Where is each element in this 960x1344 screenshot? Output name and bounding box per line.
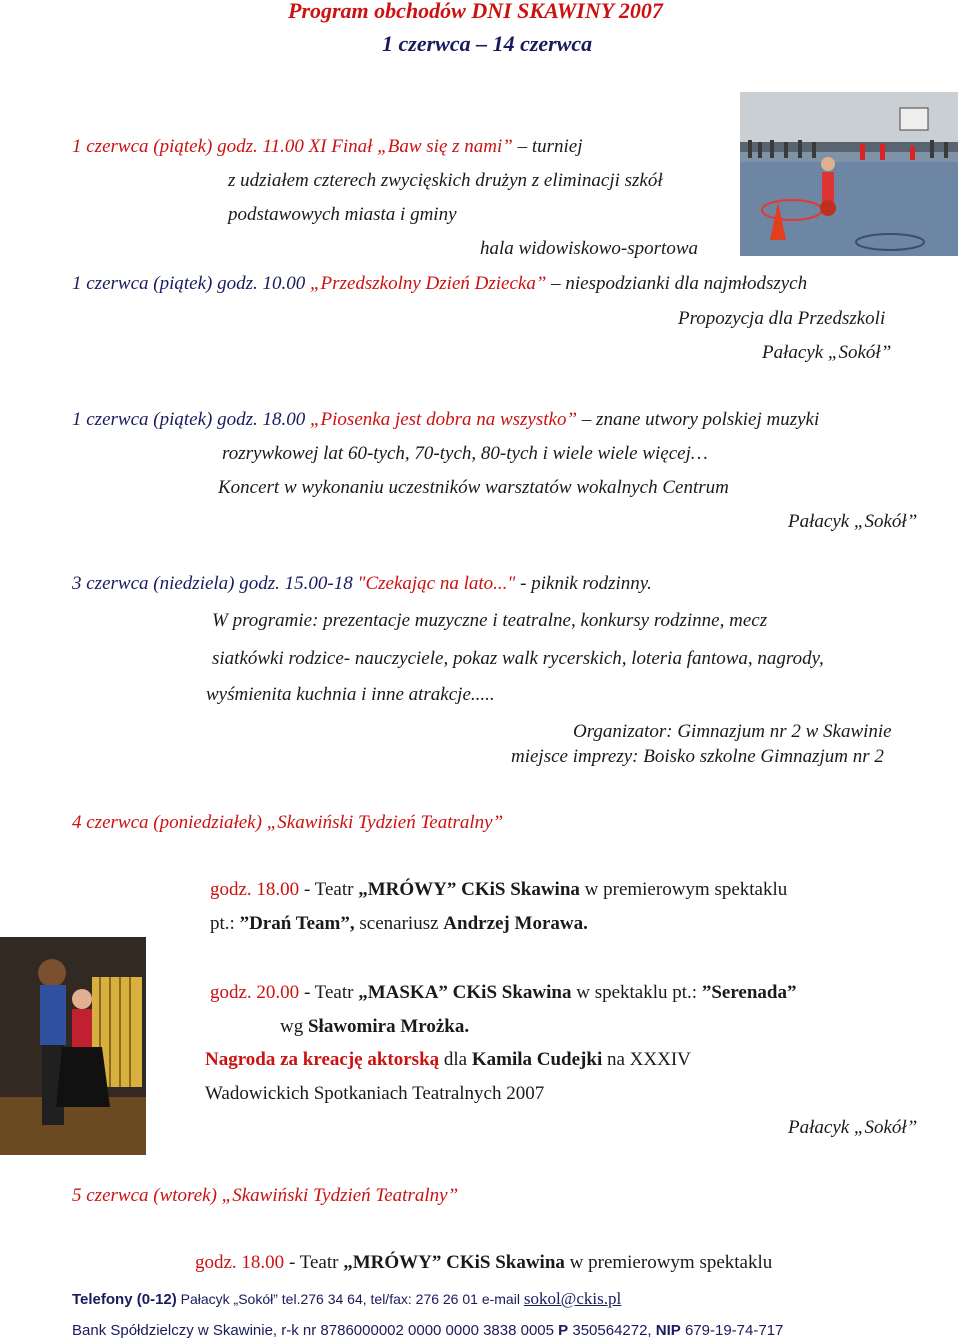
event-4-suffix: - piknik rodzinny. (515, 573, 652, 594)
event-2-line2: Propozycja dla Przedszkoli (678, 308, 886, 329)
event-2-suffix: – niespodzianki dla najmłodszych (546, 273, 808, 294)
event-5-show-2-title: ”Serenada” (701, 982, 797, 1003)
event-5-time-1: godz. 18.00 (210, 879, 300, 900)
event-5-award-label: Nagroda za kreację aktorską (205, 1049, 440, 1070)
event-5-title: „Skawiński Tydzień Teatralny” (261, 812, 504, 833)
event-3-heading (72, 409, 819, 431)
event-6-time-1: godz. 18.00 (195, 1252, 285, 1273)
theatre-photo (0, 937, 146, 1155)
event-4-place: miejsce imprezy: Boisko szkolne Gimnazjum nr 2 (511, 746, 884, 767)
footer-phones-text: Pałacyk „Sokół” tel.276 34 64, tel/fax: 276 26 01 e-mail (176, 1291, 524, 1307)
theatre-illustration (0, 937, 146, 1155)
event-4-line4: wyśmienita kuchnia i inne atrakcje..... (206, 684, 495, 705)
event-5-show-2-rest: w spektaklu pt.: (571, 982, 702, 1003)
event-5-award (205, 1049, 691, 1071)
event-5-show-1-rest: w premierowym spektaklu (579, 879, 788, 900)
sports-hall-photo (740, 92, 958, 256)
event-1-heading (72, 136, 583, 158)
event-5-show-1 (210, 879, 787, 901)
event-2-place: Pałacyk „Sokół” (762, 342, 892, 363)
event-4-heading (72, 573, 652, 595)
event-5-award-for: dla (439, 1049, 472, 1070)
event-4-line3: siatkówki rodzice- nauczyciele, pokaz walk rycerskich, loteria fantowa, nagrody, (212, 648, 824, 669)
event-4-line2: W programie: prezentacje muzyczne i teatralne, konkursy rodzinne, mecz (212, 610, 768, 631)
page-title: Program obchodów DNI SKAWINY 2007 (288, 0, 663, 23)
event-4-organizer: Organizator: Gimnazjum nr 2 w Skawinie (573, 721, 892, 742)
footer-phones-label: Telefony (0-12) (72, 1291, 177, 1308)
event-1-place: hala widowiskowo-sportowa (480, 238, 698, 259)
event-2-date: 1 czerwca (piątek) godz. 10.00 (72, 273, 306, 294)
event-5-show-1-line2 (210, 913, 588, 935)
event-5-place: Pałacyk „Sokół” (788, 1117, 918, 1138)
event-4-date: 3 czerwca (niedziela) godz. 15.00-18 (72, 573, 353, 594)
event-5-date: 4 czerwca (poniedziałek) (72, 812, 262, 833)
event-3-line3: Koncert w wykonaniu uczestników warsztatów wokalnych Centrum (218, 477, 729, 498)
event-2-heading (72, 273, 807, 295)
footer-bank-text: Bank Spółdzielczy w Skawinie, r-k nr 8786000002 0000 0000 3838 0005 (72, 1322, 559, 1339)
event-3-date: 1 czerwca (piątek) godz. 18.00 (72, 409, 306, 430)
event-5-show-2-theatre: „MASKA” CKiS Skawina (358, 982, 572, 1003)
event-6-show-1-rest: w premierowym spektaklu (564, 1252, 773, 1273)
footer-p-value: 350564272, (568, 1322, 656, 1339)
event-1-title: XI Finał „Baw się z nami” (308, 136, 513, 157)
event-6-heading (72, 1185, 458, 1207)
event-1-line2: z udziałem czterech zwycięskich drużyn z eliminacji szkół (228, 170, 663, 191)
footer-email-link[interactable]: sokol@ckis.pl (523, 1289, 622, 1308)
event-5-show-2-text: - Teatr (299, 982, 359, 1003)
event-5-show-1-author: Andrzej Morawa. (443, 913, 588, 934)
sports-hall-illustration (740, 92, 958, 256)
event-5-time-2: godz. 20.00 (210, 982, 300, 1003)
event-6-show-1-theatre: „MRÓWY” CKiS Skawina (343, 1252, 565, 1273)
event-5-show-1-pt: pt.: (210, 913, 240, 934)
event-1-date: 1 czerwca (piątek) godz. 11.00 (72, 136, 304, 157)
event-6-show-1-text: - Teatr (284, 1252, 344, 1273)
event-5-heading (72, 812, 503, 834)
footer-bank (72, 1322, 783, 1339)
footer-p-label: P (558, 1322, 569, 1339)
event-6-show-1 (195, 1252, 772, 1274)
event-4-title: "Czekając na lato..." (352, 573, 516, 594)
event-3-place: Pałacyk „Sokół” (788, 511, 918, 532)
footer-phones (72, 1289, 621, 1309)
event-5-show-1-text: - Teatr (299, 879, 359, 900)
event-2-title: „Przedszkolny Dzień Dziecka” (309, 273, 547, 294)
event-5-show-2-line2 (280, 1016, 469, 1038)
event-5-show-2-wg: wg (280, 1016, 308, 1037)
event-5-show-2 (210, 982, 797, 1004)
event-5-award-line2: Wadowickich Spotkaniach Teatralnych 2007 (205, 1083, 545, 1104)
page-subtitle: 1 czerwca – 14 czerwca (382, 31, 593, 56)
event-5-award-person: Kamila Cudejki (471, 1049, 603, 1070)
event-1-line3: podstawowych miasta i gminy (228, 204, 457, 225)
footer-nip-label: NIP (655, 1322, 681, 1339)
event-6-title: „Skawiński Tydzień Teatralny” (216, 1185, 459, 1206)
event-5-award-at: na XXXIV (602, 1049, 691, 1070)
event-5-show-1-title: ”Drań Team”, (239, 913, 355, 934)
footer-nip-value: 679-19-74-717 (680, 1322, 784, 1339)
event-5-show-2-author: Sławomira Mrożka. (307, 1016, 470, 1037)
event-3-title: „Piosenka jest dobra na wszystko” (309, 409, 578, 430)
event-1-suffix: – turniej (512, 136, 583, 157)
event-3-suffix: – znane utwory polskiej muzyki (577, 409, 820, 430)
event-5-show-1-theatre: „MRÓWY” CKiS Skawina (358, 879, 580, 900)
event-3-line2: rozrywkowej lat 60-tych, 70-tych, 80-tych i wiele wiele więcej… (222, 443, 708, 464)
event-5-show-1-script: scenariusz (354, 913, 444, 934)
event-6-date: 5 czerwca (wtorek) (72, 1185, 217, 1206)
